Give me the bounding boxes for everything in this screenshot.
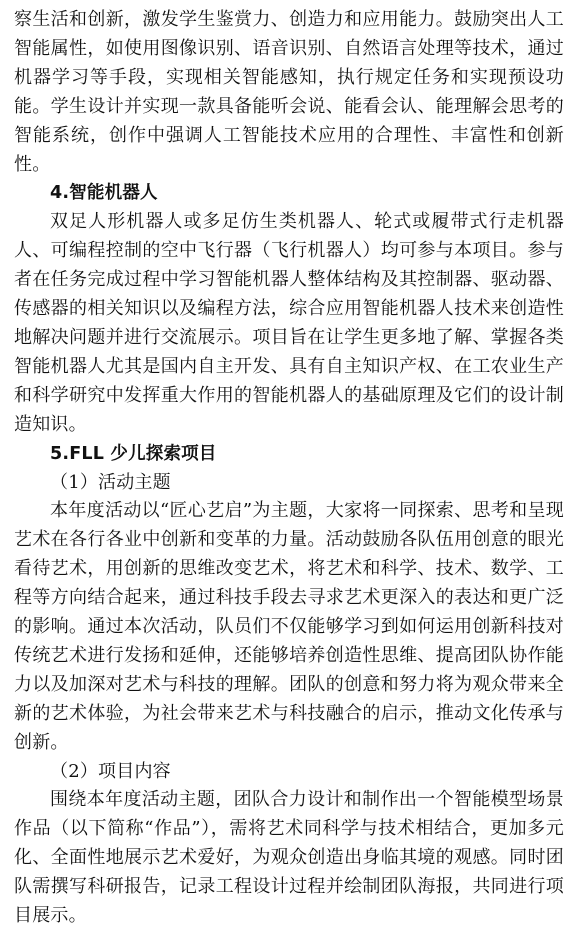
section4-heading: 4.智能机器人 bbox=[50, 183, 158, 204]
section5-sub1-heading: （1）活动主题 bbox=[50, 471, 171, 493]
section5-sub2-paragraph: 围绕本年度活动主题，团队合力设计和制作出一个智能模型场景作品（以下简称“作品”），需将艺术同科学与技术相结合，更加多元化、全面性地展示艺术爱好，为观众创造出身临其境的观感。同时团队需撰写科研报告，记录工程设计过程并绘制团队海报，共同进行项目展示。 bbox=[14, 789, 564, 927]
section3-paragraph-continued: 察生活和创新，激发学生鉴赏力、创造力和应用能力。鼓励突出人工智能属性，如使用图像识别、语音识别、自然语言处理等技术，通过机器学习等手段，实现相关智能感知，执行规定任务和实现预设功能。学生设计并实现一款具备能听会说、能看会认、能理解会思考的智能系统，创作中强调人工智能技术应用的合理性、丰富性和创新性。 bbox=[14, 9, 564, 175]
section5-sub2-heading: （2）项目内容 bbox=[50, 760, 171, 782]
document-page bbox=[14, 6, 564, 931]
section4-paragraph: 双足人形机器人或多足仿生类机器人、轮式或履带式行走机器人、可编程控制的空中飞行器（飞行机器人）均可参与本项目。参与者在任务完成过程中学习智能机器人整体结构及其控制器、驱动器、传感器的相关知识以及编程方法，综合应用智能机器人技术来创造性地解决问题并进行交流展示。项目旨在让学生更多地了解、掌握各类智能机器人尤其是国内自主开发、具有自主知识产权、在工农业生产和科学研究中发挥重大作用的智能机器人的基础原理及它们的设计制造知识。 bbox=[14, 211, 564, 435]
section5-sub1-paragraph: 本年度活动以“匠心艺启”为主题，大家将一同探索、思考和呈现艺术在各行各业中创新和变革的力量。活动鼓励各队伍用创意的眼光看待艺术，用创新的思维改变艺术，将艺术和科学、技术、数学、工程等方向结合起来，通过科技手段去寻求艺术更深入的表达和更广泛的影响。通过本次活动，队员们不仅能够学习到如何运用创新科技对传统艺术进行发扬和延伸，还能够培养创造性思维、提高团队协作能力以及加深对艺术与科技的理解。团队的创意和努力将为观众带来全新的艺术体验，为社会带来艺术与科技融合的启示，推动文化传承与创新。 bbox=[14, 500, 564, 753]
section5-heading: 5.FLL 少儿探索项目 bbox=[50, 443, 217, 464]
